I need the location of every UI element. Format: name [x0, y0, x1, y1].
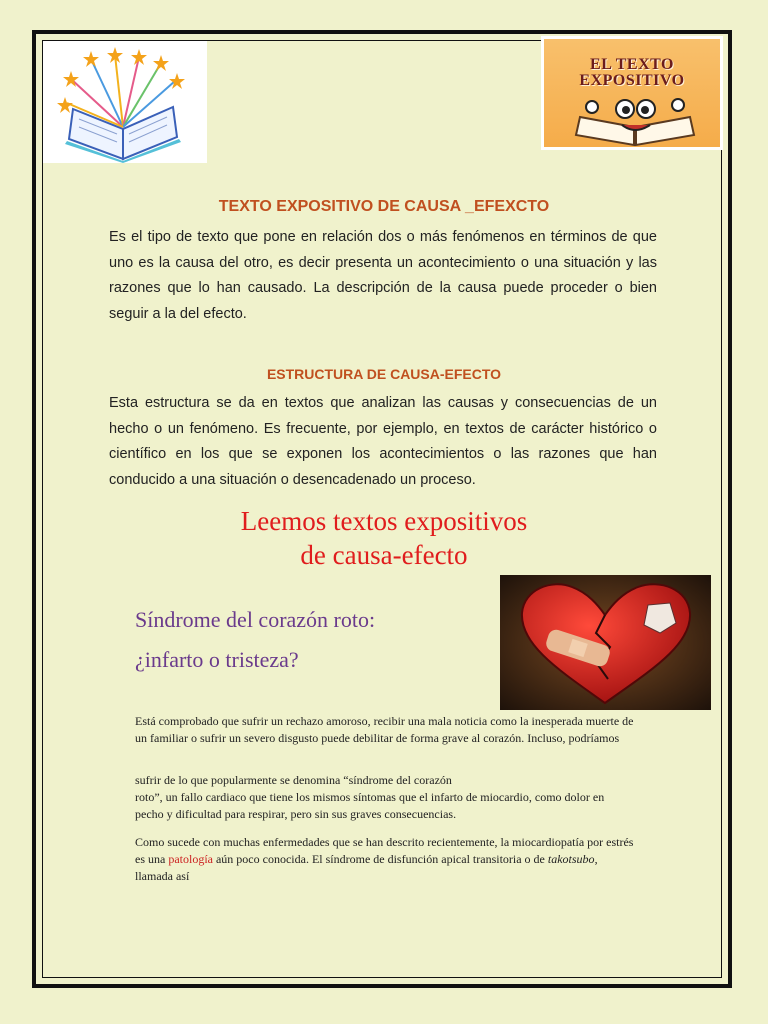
broken-heart-image: [500, 575, 711, 710]
article-title-line2: ¿infarto o tristeza?: [135, 647, 299, 672]
article-title: [135, 600, 375, 680]
structure-heading: ESTRUCTURA DE CAUSA-EFECTO: [266, 366, 502, 382]
logo-title: [544, 57, 720, 89]
broken-heart-icon: [500, 575, 711, 710]
article-paragraph-3-end: , llamada así: [135, 852, 598, 883]
article-paragraph-1: Está comprobado que sufrir un rechazo amoroso, recibir una mala noticia como la inesperada muerte de un familiar o sufrir un severo disgusto puede debilitar de forma grave al corazón. Incluso, podríamos: [135, 714, 634, 745]
logo-title-line1: EL TEXTO: [590, 56, 674, 73]
texto-expositivo-logo: [541, 36, 723, 150]
article-paragraph-3: [135, 834, 635, 885]
article-paragraph-3-start: Como sucede con muchas enfermedades que se han descrito recientemente, la miocardiopatía por estrés es una: [135, 835, 634, 866]
article-paragraph-3-middle: aún poco conocida. El síndrome de disfunción apical transitoria o de: [212, 852, 548, 866]
article-paragraph-2: [135, 772, 635, 823]
article-paragraph-2-line1: sufrir de lo que popularmente se denomina “síndrome del corazón: [135, 773, 452, 787]
section-title-line1: Leemos textos expositivos: [240, 506, 528, 536]
intro-paragraph: Es el tipo de texto que pone en relación dos o más fenómenos en términos de que uno es la causa del otro, es decir presenta un acontecimiento o una situación y las razones que lo han causado. La descripción de la causa puede proceder o bien seguir a la del efecto.: [109, 229, 657, 322]
article-paragraph-2-rest: roto”, un fallo cardiaco que tiene los mismos síntomas que el infarto de miocardio, como dolor en pecho y dificultad para respirar, pero sin sus graves consecuencias.: [135, 790, 605, 821]
patologia-link[interactable]: patología: [168, 852, 213, 866]
page-heading: TEXTO EXPOSITIVO DE CAUSA _EFEXCTO: [218, 198, 550, 215]
cartoon-book-icon: [570, 87, 700, 147]
section-title: [0, 504, 768, 572]
takotsubo-term: takotsubo: [547, 852, 595, 866]
section-title-line2: de causa-efecto: [300, 540, 468, 570]
article-title-line1: Síndrome del corazón roto:: [135, 607, 376, 632]
structure-paragraph: Esta estructura se da en textos que analizan las causas y consecuencias de un hecho o un fenómeno. Es frecuente, por ejemplo, en textos de carácter histórico o científico en los que se exponen los acontecimientos o las razones que han conducido a una situación o desencadenado un proceso.: [109, 395, 657, 488]
open-book-stars-image: [43, 41, 207, 163]
open-book-stars-icon: [43, 41, 207, 163]
logo-title-line2: EXPOSITIVO: [579, 72, 685, 89]
